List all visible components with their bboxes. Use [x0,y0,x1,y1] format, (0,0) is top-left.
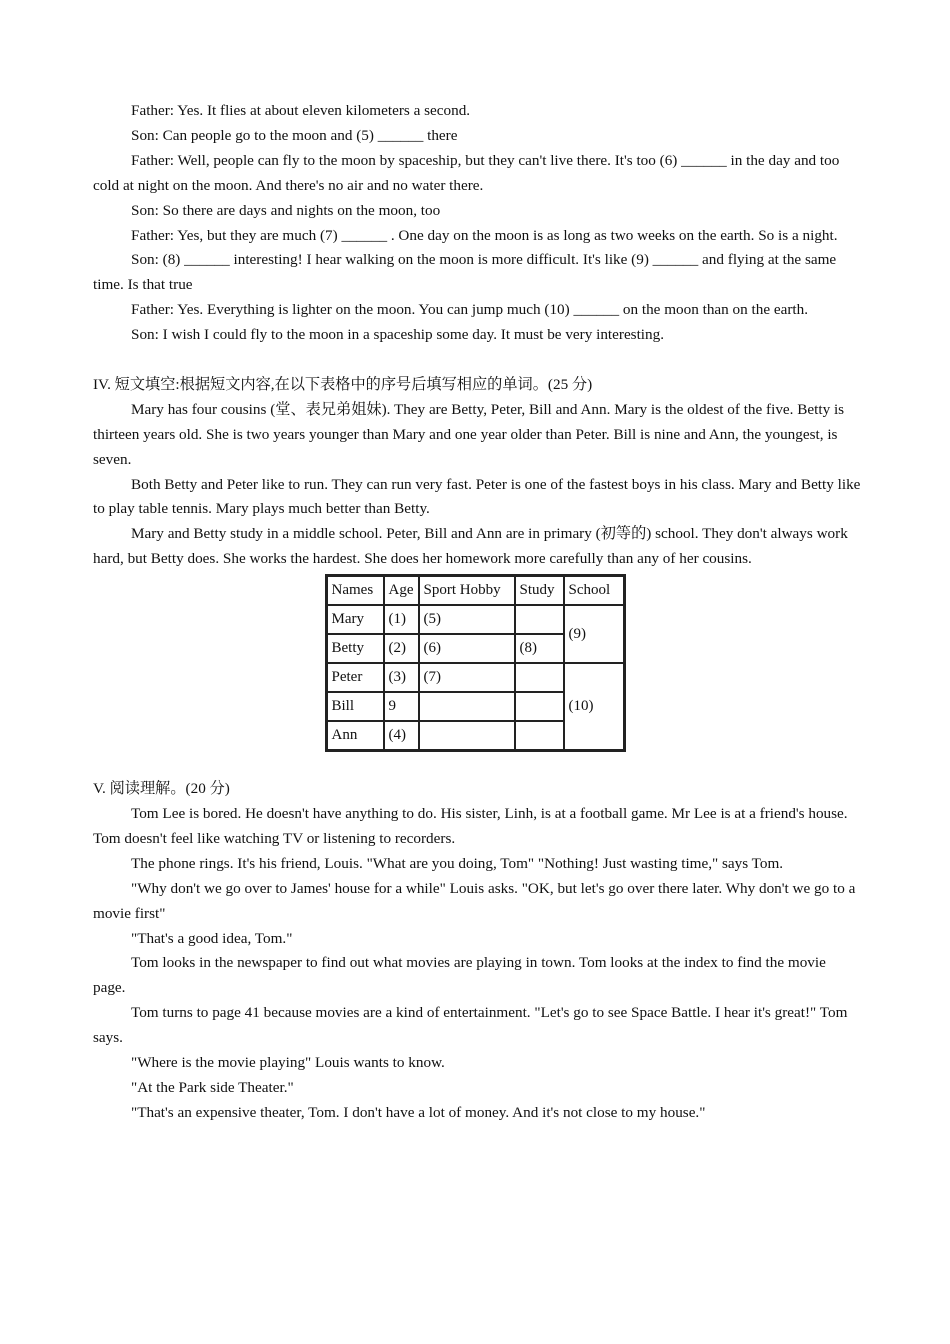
table-row [327,605,624,634]
cell-study [515,721,564,750]
dialogue-line: Father: Yes. It flies at about eleven kilometers a second. [131,102,471,119]
cell-school-group-2: (10) [564,663,624,750]
header-school: School [564,576,624,605]
section-5-paragraph: The phone rings. It's his friend, Louis. "What are you doing, Tom" "Nothing! Just wasting time," says Tom. [131,854,784,872]
cell-name: Betty [327,634,384,663]
cell-age: (3) [384,663,419,692]
cell-school-group-1: (9) [564,605,624,663]
table-header-row [327,576,624,605]
section-5-paragraph: "Why don't we go over to James' house for a while" Louis asks. "OK, but let's go over there later. Why don't we go to a movie first" [93,879,856,922]
cell-sport: (5) [419,605,515,634]
cell-age: (4) [384,721,419,750]
cell-sport: (6) [419,634,515,663]
section-5-paragraph: "At the Park side Theater." [131,1078,294,1096]
header-sport-hobby: Sport Hobby [419,576,515,605]
cell-sport [419,721,515,750]
document-page [93,99,861,1126]
dialogue-line: Father: Yes, but they are much (7) ______ . One day on the moon is as long as two weeks on the earth. So is a night. [131,226,838,244]
header-study: Study [515,576,564,605]
cousins-table [325,574,626,752]
cell-name: Ann [327,721,384,750]
cell-study: (8) [515,634,564,663]
section-5-paragraph: "Where is the movie playing" Louis wants to know. [131,1054,445,1072]
section-5-paragraph: Tom Lee is bored. He doesn't have anything to do. His sister, Linh, is at a football game. Mr Lee is at a friend's house. Tom doesn't feel like watching TV or listening to recorders. [93,805,848,847]
dialogue-line: Father: Yes. Everything is lighter on the moon. You can jump much (10) ______ on the moon than on the earth. [131,301,809,319]
dialogue-line: Son: (8) ______ interesting! I hear walking on the moon is more difficult. It's like (9) ______ and flying at the same time. Is that true [93,251,837,294]
cell-name: Bill [327,692,384,721]
cell-sport: (7) [419,663,515,692]
dialogue-line: Son: Can people go to the moon and (5) ______ there [131,126,458,144]
cell-study [515,605,564,634]
spacer [93,348,861,373]
section-4-heading: IV. 短文填空:根据短文内容,在以下表格中的序号后填写相应的单词。(25 分) [93,375,593,393]
cell-study [515,663,564,692]
header-names: Names [327,576,384,605]
dialogue-line: Son: So there are days and nights on the moon, too [131,201,441,219]
dialogue-line: Son: I wish I could fly to the moon in a spaceship some day. It must be very interesting. [131,326,665,344]
spacer [93,752,861,777]
section-5-heading: V. 阅读理解。(20 分) [93,780,230,798]
header-age: Age [384,576,419,605]
section-5-paragraph: "That's a good idea, Tom." [131,929,293,947]
cell-sport [419,692,515,721]
section-5-paragraph: Tom turns to page 41 because movies are a kind of entertainment. "Let's go to see Space Battle. I hear it's great!" Tom says. [93,1004,848,1047]
cell-age: (1) [384,605,419,634]
section-5-paragraph: Tom looks in the newspaper to find out what movies are playing in town. Tom looks at the index to find the movie page. [93,954,826,997]
table-container [89,572,861,752]
section-4-paragraph: Mary has four cousins (堂、表兄弟姐妹). They are Betty, Peter, Bill and Ann. Mary is the oldest of the five. Betty is thirteen years old. She is two years younger than Mary and one year older than Peter. Bill is nine and Ann, the youngest, is seven. [93,400,845,468]
section-4-paragraph: Both Betty and Peter like to run. They can run very fast. Peter is one of the fastest boys in his class. Mary and Betty like to play table tennis. Mary plays much better than Betty. [93,475,861,518]
cell-name: Mary [327,605,384,634]
section-4-paragraph: Mary and Betty study in a middle school. Peter, Bill and Ann are in primary (初等的) school. They don't always work hard, but Betty does. She works the hardest. She does her homework more carefully than any of her cousins. [93,525,848,568]
cell-study [515,692,564,721]
cell-name: Peter [327,663,384,692]
table-row [327,663,624,692]
cell-age: 9 [384,692,419,721]
cell-age: (2) [384,634,419,663]
section-5-paragraph: "That's an expensive theater, Tom. I don't have a lot of money. And it's not close to my house." [131,1103,706,1121]
dialogue-line: Father: Well, people can fly to the moon by spaceship, but they can't live there. It's too (6) ______ in the day and too cold at night on the moon. And there's no air and no water there. [93,151,840,194]
